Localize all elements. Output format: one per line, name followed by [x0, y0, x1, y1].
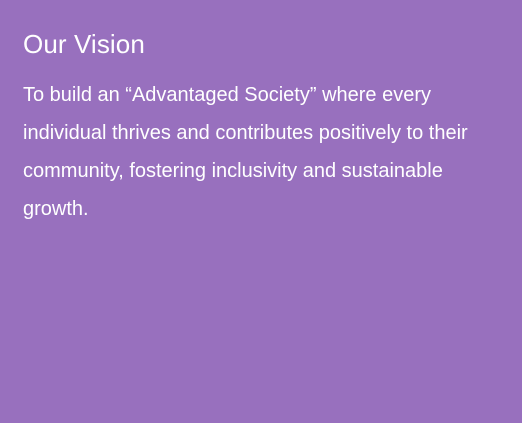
vision-statement: To build an “Advantaged Society” where every individual thrives and contributes positively to their community, fostering inclusivity and sustainable growth. [23, 84, 468, 220]
vision-title: Our Vision [23, 29, 145, 59]
